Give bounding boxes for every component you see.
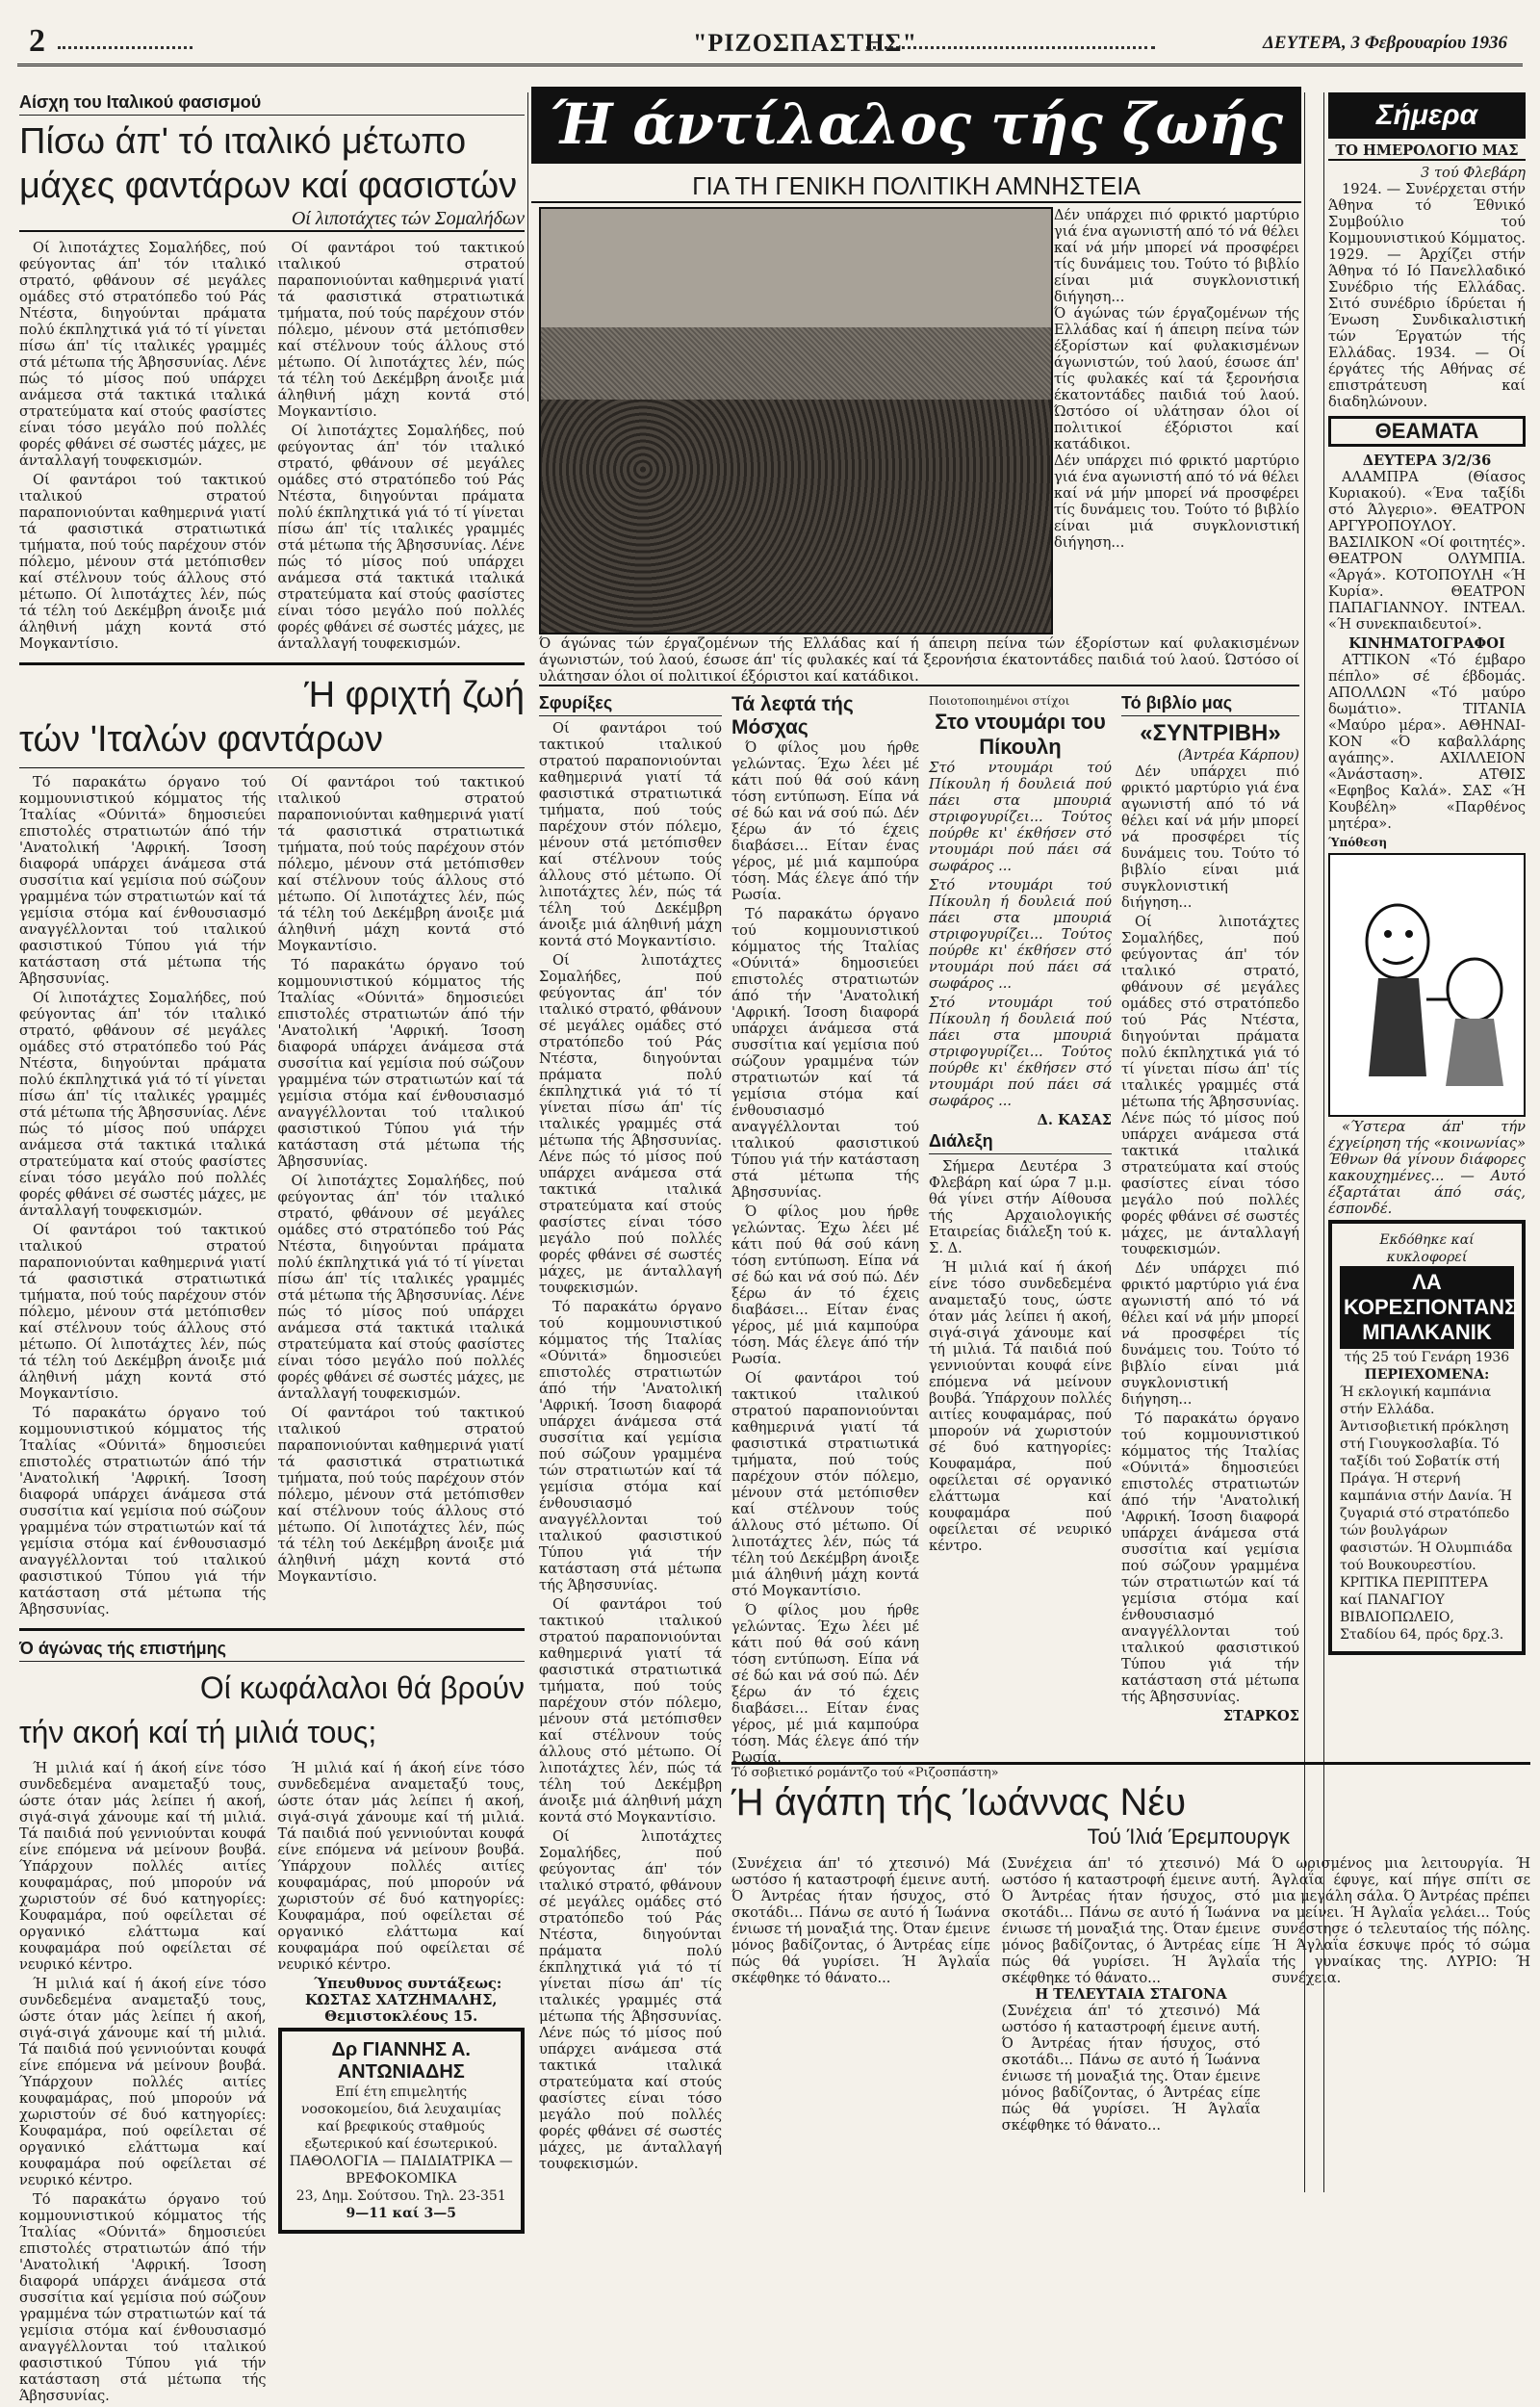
calendar-text: 1924. — Συνέρχεται στήν Άθηνα τό Έθνικό Συμβούλιο τού Κομμουνιστικού Κόμματος. 1929. — Άρχίζει στήν Άθηνα τό Ιό Πανελλαδικό Συνέδριο τής Ελλάδας. Σιτό συνέδριο ίδρύεται ή Ένωση Συνδικαλιστική τών Έργατών τής Ελλάδας. 1934. — Οί έργάτες τής Αθήνας σέ επιστράτευση καί διαδηλώνουν.: [1328, 181, 1526, 410]
article-text: Δέν υπάρχει πιό φρικτό μαρτύριο γιά ένα αγωνιστή από τό νά θέλει καί νά μήν μπορεί νά προσφέρει τίς δυνάμεις του. Τούτο τό βιβλίο είναι μιά συγκλονιστική διήγηση...: [1054, 453, 1299, 551]
article-text: Δέν υπάρχει πιό φρικτό μαρτύριο γιά ένα αγωνιστή από τό νά θέλει καί νά μήν μπορεί νά προσφέρει τίς δυνάμεις του. Τούτο τό βιβλίο είναι μιά συγκλονιστική διήγηση...: [1121, 1260, 1299, 1408]
section-kicker: Ό άγώνας τής επιστήμης: [19, 1639, 525, 1662]
section-kicker: Ποιοτοποιημένοι στίχοι: [929, 694, 1070, 708]
cartoon-caption: «Ύστερα άπ' τήν έχγείρηση τής «κοινωνίας» Έθνων θά γίνουν διάφορες κακουχημένες... — Αυτό έξαρτάται άπό σάς, έσπονδέ.: [1328, 1119, 1526, 1217]
article-text: Οί φαντάροι τού τακτικού ιταλικού στρατού παραπονιούνται καθημερινά γιατί τά φασιστικά στρατιωτικά τμήματα, πού τούς παρέχουν στόν πόλεμο, μένουν στά μετόπισθεν καί στέλνουν τούς άλλους στό μέτωπο. Οί λιποτάχτες λέν, πώς τά τέλη τού Δεκέμβρη άνοιξε μιά άληθινή μάχη κοντά στό Μογκαντίσιο.: [19, 472, 267, 652]
right-rail: [1328, 92, 1526, 1748]
theatre-date: ΔΕΥΤΕΡΑ 3/2/36: [1362, 453, 1492, 469]
ad-name: Δρ ΓΙΑΝΝΗΣ Α. ΑΝΤΩΝΙΑΔΗΣ: [331, 2039, 471, 2083]
cartoon: [1328, 853, 1526, 1117]
cartoon-drawing: [1330, 855, 1523, 1111]
serial-section: [732, 1762, 1530, 2203]
article-text: Ό φίλος μου ήρθε γελώντας. Έχω λέει μέ κάτι πού θά σού κάνη τόση εντύπωση. Είπα νά σέ δώ και νά σού πώ. Δέν ξέρω άν τό έχεις διαβάσει... Είταν ένας γέρος, μέ μιά καμπούρα τόση. Μάς έλεγε άπό τήν Ρωσία.: [732, 1602, 919, 1766]
ad-subhead: ΠΕΡΙΕΧΟΜΕΝΑ:: [1364, 1367, 1490, 1383]
article-text: Τό παρακάτω όργανο τού κομμουνιστικού κόμματος τής Ίταλίας «Ούνιτά» δημοσιεύει επιστολές στρατιωτών άπό τήν 'Ανατολική 'Αφρική. Ίσοση διαφορά υπάρχει άνάμεσα στά συσσίτια καί γεμίσια πού σώζουν γραμμένα τών στρατιωτών καί τά γεμίσια στόμα καί ένθουσιασμό αναγγέλλονται τού ιταλικού φασιστικού Τύπου γιά τήν κατάσταση στά μέτωπα τής Άβησσυνίας.: [732, 906, 919, 1201]
ad-title: ΛΑ ΚΟΡΕΣΠΟΝΤΑΝΣ ΜΠΑΛΚΑΝΙΚ: [1340, 1266, 1514, 1349]
article-text: Ή μιλιά καί ή άκοή είνε τόσο συνδεδεμένα αναμεταξύ τους, ώστε όταν μάς λείπει ή ακοή, σιγά-σιγά χάνουμε καί τή μιλιά. Τά παιδιά πού γεννιούνται κουφά είνε επόμενα νά μείνουν βουβά. Ύπάρχουν πολλές αιτίες κουφαμάρας, πού μπορούν νά χωριστούν σέ δυό κατηγορίες: Κουφαμάρα, πού οφείλεται σέ οργανικό ελάττωμα καί κουφαμάρα πού οφείλεται σέ νευρικό κέντρο.: [19, 1976, 267, 2188]
article-text: Δέν υπάρχει πιό φρικτό μαρτύριο γιά ένα αγωνιστή από τό νά θέλει καί νά μήν μπορεί νά προσφέρει τίς δυνάμεις του. Τούτο τό βιβλίο είναι μιά συγκλονιστική διήγηση...: [1054, 207, 1299, 305]
banner-strap: ΓΙΑ ΤΗ ΓΕΝΙΚΗ ΠΟΛΙΤΙΚΗ ΑΜΝΗΣΤΕΙΑ: [531, 171, 1301, 203]
doctor-advertisement: [278, 2028, 526, 2234]
section-kicker: Σφυρίξες: [539, 693, 722, 716]
article-text: Οί φαντάροι τού τακτικού ιταλικού στρατού παραπονιούνται καθημερινά γιατί τά φασιστικά στρατιωτικά τμήματα, πού τούς παρέχουν στόν πόλεμο, μένουν στά μετόπισθεν καί στέλνουν τούς άλλους στό μέτωπο. Οί λιποτάχτες λέν, πώς τά τέλη τού Δεκέμβρη άνοιξε μιά άληθινή μάχη κοντά στό Μογκαντίσιο.: [277, 1405, 525, 1585]
headline: τήν ακοή καί τή μιλιά τους;: [19, 1715, 377, 1749]
article-text: Τό παρακάτω όργανο τού κομμουνιστικού κόμματος τής Ίταλίας «Ούνιτά» δημοσιεύει επιστολές στρατιωτών άπό τήν 'Ανατολική 'Αφρική. Ίσοση διαφορά υπάρχει άνάμεσα στά συσσίτια καί γεμίσια πού σώζουν γραμμένα τών στρατιωτών καί τά γεμίσια στόμα καί ένθουσιασμό αναγγέλλονται τού ιταλικού φασιστικού Τύπου γιά τήν κατάσταση στά μέτωπα τής Άβησσυνίας.: [19, 2191, 267, 2404]
poem-text: Στό ντουμάρι τού Πίκουλη ή δουλειά πού πάει στα μπουριά στριφογυρίζει... Τούτος πούρθε κι' έκθήσεν στό ντουμάρι πού πάει σά σωφάρος ...: [929, 877, 1112, 992]
newspaper-name: "ΡΙΖΟΣΠΑΣΤΗΣ": [693, 29, 917, 57]
header-dots-left: [58, 46, 192, 49]
ad-kicker: Εκδόθηκε καί κυκλοφορεί: [1379, 1232, 1475, 1265]
section-kicker: Τό βιβλίο μας: [1121, 693, 1299, 716]
article-text: Οί φαντάροι τού τακτικού ιταλικού στρατού παραπονιούνται καθημερινά γιατί τά φασιστικά στρατιωτικά τμήματα, πού τούς παρέχουν στόν πόλεμο, μένουν στά μετόπισθεν καί στέλνουν τούς άλλους στό μέτωπο. Οί λιποτάχτες λέν, πώς τά τέλη τού Δεκέμβρη άνοιξε μιά άληθινή μάχη κοντά στό Μογκαντίσιο.: [277, 240, 525, 420]
article-text: Οί φαντάροι τού τακτικού ιταλικού στρατού παραπονιούνται καθημερινά γιατί τά φασιστικά στρατιωτικά τμήματα, πού τούς παρέχουν στόν πόλεμο, μένουν στά μετόπισθεν καί στέλνουν τούς άλλους στό μέτωπο. Οί λιποτάχτες λέν, πώς τά τέλη τού Δεκέμβρη άνοιξε μιά άληθινή μάχη κοντά στό Μογκαντίσιο.: [539, 1596, 722, 1825]
serial-subhead: Η ΤΕΛΕΥΤΑΙΑ ΣΤΑΓΟΝΑ: [1035, 1986, 1227, 2003]
ad-hours: 9—11 καί 3—5: [346, 2206, 456, 2221]
calendar-head: ΤΟ ΗΜΕΡΟΛΟΓΙΟ ΜΑΣ: [1328, 142, 1526, 161]
article-text: Οί λιποτάχτες Σομαλήδες, πού φεύγοντας άπ' τόν ιταλικό στρατό, φθάνουν σέ μεγάλες ομάδες στό στρατόπεδο τού Ράς Ντέστα, διηγούνται πράματα πολύ έκπληχτικά γιά τό τί γίνεται πίσω άπ' τίς ιταλικές γραμμές στά μέτωπα τής Άβησσυνίας. Λένε πώς τό μίσος πού υπάρχει ανάμεσα στά τακτικά ιταλικά στρατεύματα καί στούς φασίστες είναι τόσο μεγάλο πού πολλές φορές φθάνει σέ σωστές μάχες, με άνταλλαγή τουφεκισμών.: [539, 1828, 722, 2172]
ad-text: Ή εκλογική καμπάνια στήν Ελλάδα. Άντισοβιετική πρόκληση στή Γιουγκοσλαβία. Τό ταξίδι τού Σοβατίκ στή Πράγα. Ή στερνή καμπάνια στήν Δανία. Ή ζυγαριά στό στρατόπεδο τών βουλγάρων φασιστών. Ή Ολυμπιάδα τού Βουκουρεστίου. ΚΡΙΤΙΚΑ ΠΕΡΙΠΤΕΡΑ καί ΠΑΝΑΓΙΟΥ ΒΙΒΛΙΟΠΩΛΕΙΟ, Σταδίου 64, πρός δρχ.3.: [1340, 1385, 1513, 1643]
book-title: «ΣΥΝΤΡΙΒΗ»: [1140, 720, 1281, 746]
article-text: Τό παρακάτω όργανο τού κομμουνιστικού κόμματος τής Ίταλίας «Ούνιτά» δημοσιεύει επιστολές στρατιωτών άπό τήν 'Ανατολική 'Αφρική. Ίσοση διαφορά υπάρχει άνάμεσα στά συσσίτια καί γεμίσια πού σώζουν γραμμένα τών στρατιωτών καί τά γεμίσια στόμα καί ένθουσιασμό αναγγέλλονται τού ιταλικού φασιστικού Τύπου γιά τήν κατάσταση στά μέτωπα τής Άβησσυνίας.: [19, 774, 267, 987]
theatre-listing: ΑΛΑΜΠΡΑ (Θίασος Κυριακού). «Ένα ταξίδι στό Άλγεριο». ΘΕΑΤΡΟΝ ΑΡΓΥΡΟΠΟΥΛΟΥ. ΒΑΣΙΛΙΚΟΝ «Οί φοιτητές». ΘΕΑΤΡΟΝ ΟΛΥΜΠΙΑ. «Άργά». ΚΟΤΟΠΟΥΛΗ «Ή Κυρία». ΘΕΑΤΡΟΝ ΠΑΠΑΓΙΑΝΝΟΥ. ΙΝΤΕΑΛ. «Ή συνεκπαιδευτοί».: [1328, 469, 1526, 633]
ad-lines: Επί έτη επιμελητής νοσοκομείου, διά λευχαιμίας καί βρεφικούς σταθμούς εξωτερικού καί έσωτερικού. ΠΑΘΟΛΟΓΙΑ — ΠΑΙΔΙΑΤΡΙΚΑ — ΒΡΕΦΟΚΟΜΙΚΑ: [289, 2084, 513, 2187]
headline: Ή φριχτή ζωή: [304, 675, 525, 715]
review-author: ΣΤΑΡΚΟΣ: [1222, 1708, 1299, 1724]
serial-text: (Συνέχεια άπ' τό χτεσινό) Μά ωστόσο ή καταστροφή έμεινε αυτή. Ό Άντρέας ήταν ήσυχος, στό σκοτάδι... Πάνω σε αυτό ή Ίωάννα ένιωσε τή μοναξιά της. Όταν έμεινε μόνος βαδίζοντας, ό Άντρέας είπε πώς θά γυρίσει. Ή Άγλαΐα σκέφθηκε τό θάνατο...: [1001, 1855, 1261, 1986]
headline: Πίσω άπ' τό ιταλικό μέτωπο: [19, 121, 467, 162]
article-text: Τό παρακάτω όργανο τού κομμουνιστικού κόμματος τής Ίταλίας «Ούνιτά» δημοσιεύει επιστολές στρατιωτών άπό τήν 'Ανατολική 'Αφρική. Ίσοση διαφορά υπάρχει άνάμεσα στά συσσίτια καί γεμίσια πού σώζουν γραμμένα τών στρατιωτών καί τά γεμίσια στόμα καί ένθουσιασμό αναγγέλλονται τού ιταλικού φασιστικού Τύπου γιά τήν κατάσταση στά μέτωπα τής Άβησσυνίας.: [19, 1405, 267, 1618]
article-text: Ό φίλος μου ήρθε γελώντας. Έχω λέει μέ κάτι πού θά σού κάνη τόση εντύπωση. Είπα νά σέ δώ και νά σού πώ. Δέν ξέρω άν τό έχεις διαβάσει... Είταν ένας γέρος, μέ μιά καμπούρα τόση. Μάς έλεγε άπό τήν Ρωσία.: [732, 1204, 919, 1367]
article-text: Ό φίλος μου ήρθε γελώντας. Έχω λέει μέ κάτι πού θά σού κάνη τόση εντύπωση. Είπα νά σέ δώ και νά σού πώ. Δέν ξέρω άν τό έχεις διαβάσει... Είταν ένας γέρος, μέ μιά καμπούρα τόση. Μάς έλεγε άπό τήν Ρωσία.: [732, 739, 919, 903]
header-rule: [17, 64, 1523, 66]
serial-text: (Συνέχεια άπ' τό χτεσινό) Μά ωστόσο ή καταστροφή έμεινε αυτή. Ό Άντρέας ήταν ήσυχος, στό σκοτάδι... Πάνω σε αυτό ή Ίωάννα ένιωσε τή μοναξιά της. Όταν έμεινε μόνος βαδίζοντας, ό Άντρέας είπε πώς θά γυρίσει. Ή Άγλαΐα σκέφθηκε τό θάνατο...: [732, 1855, 990, 1986]
headline: τών 'Ιταλών φαντάρων: [19, 719, 383, 760]
left-article-area: [19, 92, 525, 2404]
article-text: Οί λιποτάχτες Σομαλήδες, πού φεύγοντας άπ' τόν ιταλικό στρατό, φθάνουν σέ μεγάλες ομάδες στό στρατόπεδο τού Ράς Ντέστα, διηγούνται πράματα πολύ έκπληχτικά γιά τό τί γίνεται πίσω άπ' τίς ιταλικές γραμμές στά μέτωπα τής Άβησσυνίας. Λένε πώς τό μίσος πού υπάρχει ανάμεσα στά τακτικά ιταλικά στρατεύματα καί στούς φασίστες είναι τόσο μεγάλο πού πολλές φορές φθάνει σέ σωστές μάχες, με άνταλλαγή τουφεκισμών.: [539, 952, 722, 1296]
page-header: [0, 19, 1540, 79]
article-text: Οί λιποτάχτες Σομαλήδες, πού φεύγοντας άπ' τόν ιταλικό στρατό, φθάνουν σέ μεγάλες ομάδες στό στρατόπεδο τού Ράς Ντέστα, διηγούνται πράματα πολύ έκπληχτικά γιά τό τί γίνεται πίσω άπ' τίς ιταλικές γραμμές στά μέτωπα τής Άβησσυνίας. Λένε πώς τό μίσος πού υπάρχει ανάμεσα στά τακτικά ιταλικά στρατεύματα καί στούς φασίστες είναι τόσο μεγάλο πού πολλές φορές φθάνει σέ σωστές μάχες, με άνταλλαγή τουφεκισμών.: [19, 240, 267, 469]
divider: [19, 767, 525, 768]
article-text: Δέν υπάρχει πιό φρικτό μαρτύριο γιά ένα αγωνιστή από τό νά θέλει καί νά μήν μπορεί νά προσφέρει τίς δυνάμεις του. Τούτο τό βιβλίο είναι μιά συγκλονιστική διήγηση...: [1121, 764, 1299, 911]
photo-caption: Ό άγώνας τών έργαζομένων τής Ελλάδας καί ή άπειρη πείνα τών έξορίστων καί φυλακισμένων άγωνιστών, τού λαού, έσωσε άπ' τίς φυλακές καί τά ξερονήσια έκατοντάδες παιδιά τού λαού. Ώστόσο οί υλάτησαν όλοι οί πολιτικοί έξόριστοι καί κατάδικοι.: [539, 635, 1299, 685]
cinema-head: ΚΙΝΗΜΑΤΟΓΡΑΦΟΙ: [1348, 635, 1505, 652]
article-text: Τό παρακάτω όργανο τού κομμουνιστικού κόμματος τής Ίταλίας «Ούνιτά» δημοσιεύει επιστολές στρατιωτών άπό τήν 'Ανατολική 'Αφρική. Ίσοση διαφορά υπάρχει άνάμεσα στά συσσίτια καί γεμίσια πού σώζουν γραμμένα τών στρατιωτών καί τά γεμίσια στόμα καί ένθουσιασμό αναγγέλλονται τού ιταλικού φασιστικού Τύπου γιά τήν κατάσταση στά μέτωπα τής Άβησσυνίας.: [539, 1299, 722, 1593]
article-text: Ό άγώνας τών έργαζομένων τής Ελλάδας καί ή άπειρη πείνα τών έξορίστων καί φυλακισμένων άγωνιστών, τού λαού, έσωσε άπ' τίς φυλακές καί τά ξερονήσια έκατοντάδες παιδιά τού λαού. Ώστόσο οί υλάτησαν όλοι οί πολιτικοί έξόριστοι καί κατάδικοι.: [1054, 305, 1299, 453]
cinema-listing: ΑΤΤΙΚΟΝ «Τό έμβαρο πέπλο» σέ έβδομάς. ΑΠΟΛΛΩΝ «Τό μαύρο δωμάτιο». ΤΙΤΑΝΙΑ «Μαύρο μέρα». ΑΘΗΝΑΙ-ΚΟΝ «Ό καβαλλάρης αγάπης». ΑΧΙΛΛΕΙΟΝ «Άνάσταση». ΑΤΘΙΣ «Εφηβος Καλά». ΣΑΣ «Ή Κουβέλη» «Παρθένος μητέρα».: [1328, 652, 1526, 832]
headline: μάχες φαντάρων καί φασιστών: [19, 166, 518, 206]
article-text: Ή μιλιά καί ή άκοή είνε τόσο συνδεδεμένα αναμεταξύ τους, ώστε όταν μάς λείπει ή ακοή, σιγά-σιγά χάνουμε καί τή μιλιά. Τά παιδιά πού γεννιούνται κουφά είνε επόμενα νά μείνουν βουβά. Ύπάρχουν πολλές αιτίες κουφαμάρας, πού μπορούν νά χωριστούν σέ δυό κατηγορίες: Κουφαμάρα, πού οφείλεται σέ οργανικό ελάττωμα καί κουφαμάρα πού οφείλεται σέ νευρικό κέντρο.: [277, 1760, 525, 1973]
ad-date: τής 25 τού Γενάρη 1936: [1344, 1350, 1510, 1365]
article-text: Οί λιποτάχτες Σομαλήδες, πού φεύγοντας άπ' τόν ιταλικό στρατό, φθάνουν σέ μεγάλες ομάδες στό στρατόπεδο τού Ράς Ντέστα, διηγούνται πράματα πολύ έκπληχτικά γιά τό τί γίνεται πίσω άπ' τίς ιταλικές γραμμές στά μέτωπα τής Άβησσυνίας. Λένε πώς τό μίσος πού υπάρχει ανάμεσα στά τακτικά ιταλικά στρατεύματα καί στούς φασίστες είναι τόσο μεγάλο πού πολλές φορές φθάνει σέ σωστές μάχες, με άνταλλαγή τουφεκισμών.: [277, 423, 525, 652]
center-col-d: [1121, 693, 1299, 1752]
column-title: Τά λεφτά τής Μόσχας: [732, 693, 854, 738]
section-kicker: Διάλεξη: [929, 1131, 1112, 1154]
subheadline: Οί λιποτάχτες τών Σομαλήδων: [19, 208, 525, 232]
article-text: Οί φαντάροι τού τακτικού ιταλικού στρατού παραπονιούνται καθημερινά γιατί τά φασιστικά στρατιωτικά τμήματα, πού τούς παρέχουν στόν πόλεμο, μένουν στά μετόπισθεν καί στέλνουν τούς άλλους στό μέτωπο. Οί λιποτάχτες λέν, πώς τά τέλη τού Δεκέμβρη άνοιξε μιά άληθινή μάχη κοντά στό Μογκαντίσιο.: [277, 774, 525, 954]
poem-author: Δ. ΚΑΣΑΣ: [1037, 1112, 1112, 1128]
article-text: Οί φαντάροι τού τακτικού ιταλικού στρατού παραπονιούνται καθημερινά γιατί τά φασιστικά στρατιωτικά τμήματα, πού τούς παρέχουν στόν πόλεμο, μένουν στά μετόπισθεν καί στέλνουν τούς άλλους στό μέτωπο. Οί λιποτάχτες λέν, πώς τά τέλη τού Δεκέμβρη άνοιξε μιά άληθινή μάχη κοντά στό Μογκαντίσιο.: [19, 1222, 267, 1402]
theatre-head: ΘΕΑΜΑΤΑ: [1328, 416, 1526, 447]
serial-title: Ή άγάπη τής Ίωάννας Νέυ: [732, 1781, 1187, 1824]
section-rule: [19, 1628, 525, 1631]
serial-author: Τού Ίλιά Έρεμπουργκ: [1087, 1825, 1290, 1849]
amnesty-photo: [539, 207, 1053, 634]
serial-kicker: Τό σοβιετικό ρομάντζο τού «Ριζοσπάστη»: [732, 1766, 999, 1780]
article-text: Οί λιποτάχτες Σομαλήδες, πού φεύγοντας άπ' τόν ιταλικό στρατό, φθάνουν σέ μεγάλες ομάδες στό στρατόπεδο τού Ράς Ντέστα, διηγούνται πράματα πολύ έκπληχτικά γιά τό τί γίνεται πίσω άπ' τίς ιταλικές γραμμές στά μέτωπα τής Άβησσυνίας. Λένε πώς τό μίσος πού υπάρχει ανάμεσα στά τακτικά ιταλικά στρατεύματα καί στούς φασίστες είναι τόσο μεγάλο πού πολλές φορές φθάνει σέ σωστές μάχες, με άνταλλαγή τουφεκισμών.: [277, 1173, 525, 1402]
today-box: Σήμερα: [1328, 92, 1526, 139]
issue-date: ΔΕΥΤΕΡΑ, 3 Φεβρουαρίου 1936: [1263, 33, 1507, 53]
page-number: 2: [29, 23, 45, 59]
photo-crowd: [541, 400, 1051, 633]
serial-text: (Συνέχεια άπ' τό χτεσινό) Μά ωστόσο ή καταστροφή έμεινε αυτή. Ό Άντρέας ήταν ήσυχος, στό σκοτάδι... Πάνω σε αυτό ή Ίωάννα ένιωσε τή μοναξιά της. Όταν έμεινε μόνος βαδίζοντας, ό Άντρέας είπε πώς θά γυρίσει. Ή Άγλαΐα σκέφθηκε τό θάνατο...: [1001, 2003, 1261, 2134]
section-rule: [19, 662, 525, 665]
editor-note: Ύπευθυνος συντάξεως: ΚΩΣΤΑΣ ΧΑΤΖΗΜΑΛΗΣ, Θεμιστοκλέους 15.: [304, 1976, 502, 2025]
magazine-ad: [1328, 1220, 1526, 1655]
calendar-date: 3 τού Φλεβάρη: [1421, 165, 1526, 181]
column-rule: [527, 92, 528, 401]
banner-title: Ή άντίλαλος τής ζωής: [550, 91, 1283, 157]
article-text: Οί λιποτάχτες Σομαλήδες, πού φεύγοντας άπ' τόν ιταλικό στρατό, φθάνουν σέ μεγάλες ομάδες στό στρατόπεδο τού Ράς Ντέστα, διηγούνται πράματα πολύ έκπληχτικά γιά τό τί γίνεται πίσω άπ' τίς ιταλικές γραμμές στά μέτωπα τής Άβησσυνίας. Λένε πώς τό μίσος πού υπάρχει ανάμεσα στά τακτικά ιταλικά στρατεύματα καί στούς φασίστες είναι τόσο μεγάλο πού πολλές φορές φθάνει σέ σωστές μάχες, με άνταλλαγή τουφεκισμών.: [1121, 914, 1299, 1257]
article-text: Οί φαντάροι τού τακτικού ιταλικού στρατού παραπονιούνται καθημερινά γιατί τά φασιστικά στρατιωτικά τμήματα, πού τούς παρέχουν στόν πόλεμο, μένουν στά μετόπισθεν καί στέλνουν τούς άλλους στό μέτωπο. Οί λιποτάχτες λέν, πώς τά τέλη τού Δεκέμβρη άνοιξε μιά άληθινή μάχη κοντά στό Μογκαντίσιο.: [732, 1370, 919, 1599]
center-col-c: [929, 693, 1112, 1752]
center-col-a: [539, 693, 722, 2172]
article-text: Ή μιλιά καί ή άκοή είνε τόσο συνδεδεμένα αναμεταξύ τους, ώστε όταν μάς λείπει ή ακοή, σιγά-σιγά χάνουμε καί τή μιλιά. Τά παιδιά πού γεννιούνται κουφά είνε επόμενα νά μείνουν βουβά. Ύπάρχουν πολλές αιτίες κουφαμάρας, πού μπορούν νά χωριστούν σέ δυό κατηγορίες: Κουφαμάρα, πού οφείλεται σέ οργανικό ελάττωμα καί κουφαμάρα πού οφείλεται σέ νευρικό κέντρο.: [19, 1760, 267, 1973]
article-text: Τό παρακάτω όργανο τού κομμουνιστικού κόμματος τής Ίταλίας «Ούνιτά» δημοσιεύει επιστολές στρατιωτών άπό τήν 'Ανατολική 'Αφρική. Ίσοση διαφορά υπάρχει άνάμεσα στά συσσίτια καί γεμίσια πού σώζουν γραμμένα τών στρατιωτών καί τά γεμίσια στόμα καί ένθουσιασμό αναγγέλλονται τού ιταλικού φασιστικού Τύπου γιά τήν κατάσταση στά μέτωπα τής Άβησσυνίας.: [277, 957, 525, 1170]
article-text: Τό παρακάτω όργανο τού κομμουνιστικού κόμματος τής Ίταλίας «Ούνιτά» δημοσιεύει επιστολές στρατιωτών άπό τήν 'Ανατολική 'Αφρική. Ίσοση διαφορά υπάρχει άνάμεσα στά συσσίτια καί γεμίσια πού σώζουν γραμμένα τών στρατιωτών καί τά γεμίσια στόμα καί ένθουσιασμό αναγγέλλονται τού ιταλικού φασιστικού Τύπου γιά τήν κατάσταση στά μέτωπα τής Άβησσυνίας.: [1121, 1411, 1299, 1705]
poem-text: Στό ντουμάρι τού Πίκουλη ή δουλειά πού πάει στα μπουριά στριφογυρίζει... Τούτος πούρθε κι' έκθήσεν στό ντουμάρι πού πάει σά σωφάρος ...: [929, 995, 1112, 1109]
article-text: Ή μιλιά καί ή άκοή είνε τόσο συνδεδεμένα αναμεταξύ τους, ώστε όταν μάς λείπει ή ακοή, σιγά-σιγά χάνουμε καί τή μιλιά. Τά παιδιά πού γεννιούνται κουφά είνε επόμενα νά μείνουν βουβά. Ύπάρχουν πολλές αιτίες κουφαμάρας, πού μπορούν νά χωριστούν σέ δυό κατηγορίες: Κουφαμάρα, πού οφείλεται σέ οργανικό ελάττωμα καί κουφαμάρα πού οφείλεται σέ νευρικό κέντρο.: [929, 1259, 1112, 1554]
article-text: Οί φαντάροι τού τακτικού ιταλικού στρατού παραπονιούνται καθημερινά γιατί τά φασιστικά στρατιωτικά τμήματα, πού τούς παρέχουν στόν πόλεμο, μένουν στά μετόπισθεν καί στέλνουν τούς άλλους στό μέτωπο. Οί λιποτάχτες λέν, πώς τά τέλη τού Δεκέμβρη άνοιξε μιά άληθινή μάχη κοντά στό Μογκαντίσιο.: [539, 720, 722, 949]
poem-title: Στο ντουμάρι του Πίκουλη: [935, 710, 1106, 759]
photo-sky: [541, 209, 1051, 327]
photo-side-text: [1054, 207, 1299, 631]
article-text: Σήμερα Δευτέρα 3 Φλεβάρη καί ώρα 7 μ.μ. θά γίνει στήν Αίθουσα τής Αρχαιολογικής Εταιρείας διάλεξη τού κ. Σ. Δ.: [929, 1158, 1112, 1256]
article-kicker: Αίσχη του Ιταλικού φασισμού: [19, 92, 525, 116]
serial-text: Ό ωρισμένος μια λειτουργία. Ή Άγλαΐα έφυγε, καί πήγε σπίτι σε μια μεγάλη σάλα. Ό Άντρέας πρέπει να μείνει. Ή Άγλαΐα γελάει... Τούς συνέστησε ό τελευταίος τής πόλης. Ή Άγλαΐα έσκυψε πρός τό σώμα τής γυναίκας της. ΛΥΡΙΟ: Ή συνέχεια.: [1271, 1855, 1531, 1986]
article-text: Οί λιποτάχτες Σομαλήδες, πού φεύγοντας άπ' τόν ιταλικό στρατό, φθάνουν σέ μεγάλες ομάδες στό στρατόπεδο τού Ράς Ντέστα, διηγούνται πράματα πολύ έκπληχτικά γιά τό τί γίνεται πίσω άπ' τίς ιταλικές γραμμές στά μέτωπα τής Άβησσυνίας. Λένε πώς τό μίσος πού υπάρχει ανάμεσα στά τακτικά ιταλικά στρατεύματα καί στούς φασίστες είναι τόσο μεγάλο πού πολλές φορές φθάνει σέ σωστές μάχες, με άνταλλαγή τουφεκισμών.: [19, 990, 267, 1219]
cartoon-kicker: Ύπόθεση: [1328, 836, 1388, 849]
ad-address: 23, Δημ. Σούτσου. Τηλ. 23-351: [295, 2188, 506, 2204]
banner: [531, 87, 1301, 164]
book-author: (Άντρέα Κάρπου): [1177, 747, 1299, 764]
poem-text: Στό ντουμάρι τού Πίκουλη ή δουλειά πού πάει στα μπουριά στριφογυρίζει... Τούτος πούρθε κι' έκθήσεν στό ντουμάρι πού πάει σά σωφάρος ...: [929, 760, 1112, 874]
headline: Οί κωφάλαλοι θά βρούν: [199, 1670, 525, 1705]
